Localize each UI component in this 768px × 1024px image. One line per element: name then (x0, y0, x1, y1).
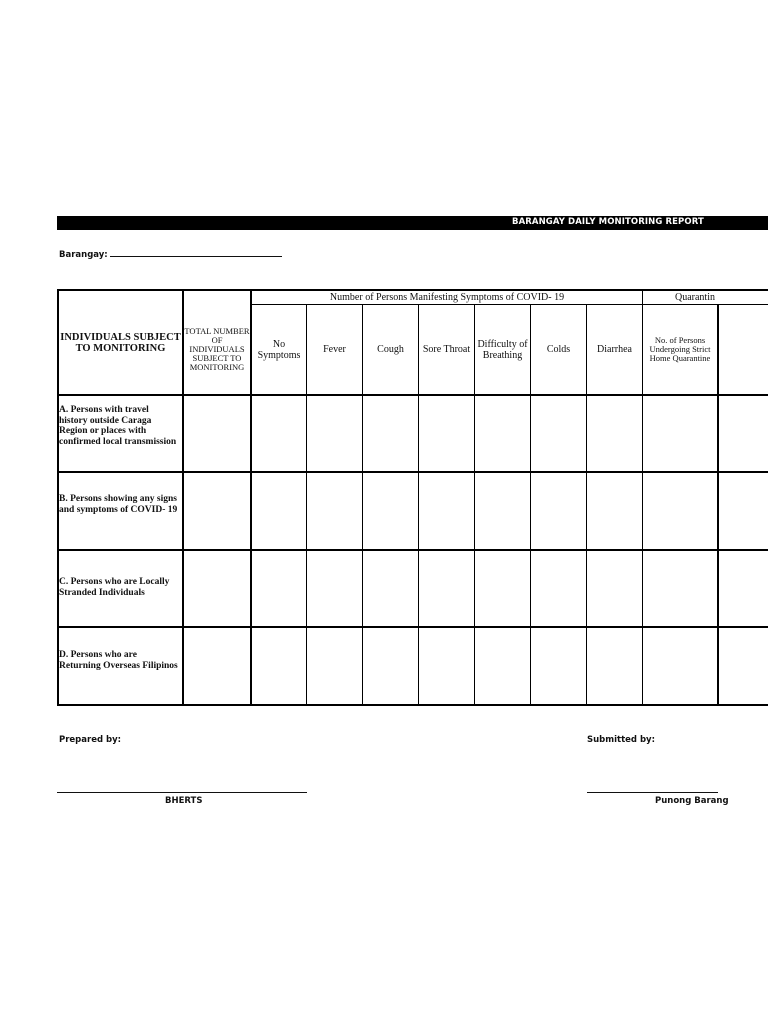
row-label-d: D. Persons who are Returning Overseas Filipinos (59, 650, 178, 671)
barangay-field (59, 248, 282, 260)
row-divider-b (57, 549, 768, 551)
col-divider-10 (717, 304, 719, 706)
header-total: TOTAL NUMBER OF INDIVIDUALS SUBJECT TO MONITORING (184, 325, 250, 372)
barangay-blank-line (110, 248, 282, 257)
report-title-bar (57, 216, 768, 230)
prepared-by-label: Prepared by: (59, 735, 122, 745)
row-label-a: A. Persons with travel history outside Caraga Region or places with confirmed local transmission (59, 405, 177, 447)
monitoring-table (57, 289, 768, 707)
submitted-signature-line (587, 792, 718, 793)
row-divider-c (57, 626, 768, 628)
report-title: BARANGAY DAILY MONITORING REPORT (512, 217, 704, 227)
prepared-signatory: BHERTS (165, 796, 203, 806)
header-diarrhea: Diarrhea (597, 344, 632, 355)
header-sore-throat: Sore Throat (422, 344, 471, 355)
header-cough: Cough (377, 344, 404, 355)
row-divider-a (57, 471, 768, 473)
submitted-signatory: Punong Barang (655, 796, 729, 806)
header-home-quarantine: No. of Persons Undergoing Strict Home Quarantine (649, 335, 711, 363)
header-difficulty-breathing: Difficulty of Breathing (477, 338, 528, 361)
header-symptoms-group: Number of Persons Manifesting Symptoms of COVID- 19 (329, 291, 565, 303)
header-individuals: INDIVIDUALS SUBJECT TO MONITORING (60, 331, 181, 354)
header-colds: Colds (546, 344, 571, 355)
submitted-by-label: Submitted by: (587, 735, 655, 745)
row-label-c: C. Persons who are Locally Stranded Individuals (59, 577, 170, 598)
prepared-signature-line (57, 792, 307, 793)
barangay-label: Barangay: (59, 250, 108, 260)
header-no-symptoms: No Symptoms (257, 338, 301, 361)
row-divider-header (57, 394, 768, 396)
header-quarantine-group: Quarantin (675, 291, 715, 303)
row-label-b: B. Persons showing any signs and symptoms of COVID- 19 (59, 494, 178, 515)
header-fever: Fever (323, 344, 346, 355)
table-border-bottom (57, 704, 768, 706)
